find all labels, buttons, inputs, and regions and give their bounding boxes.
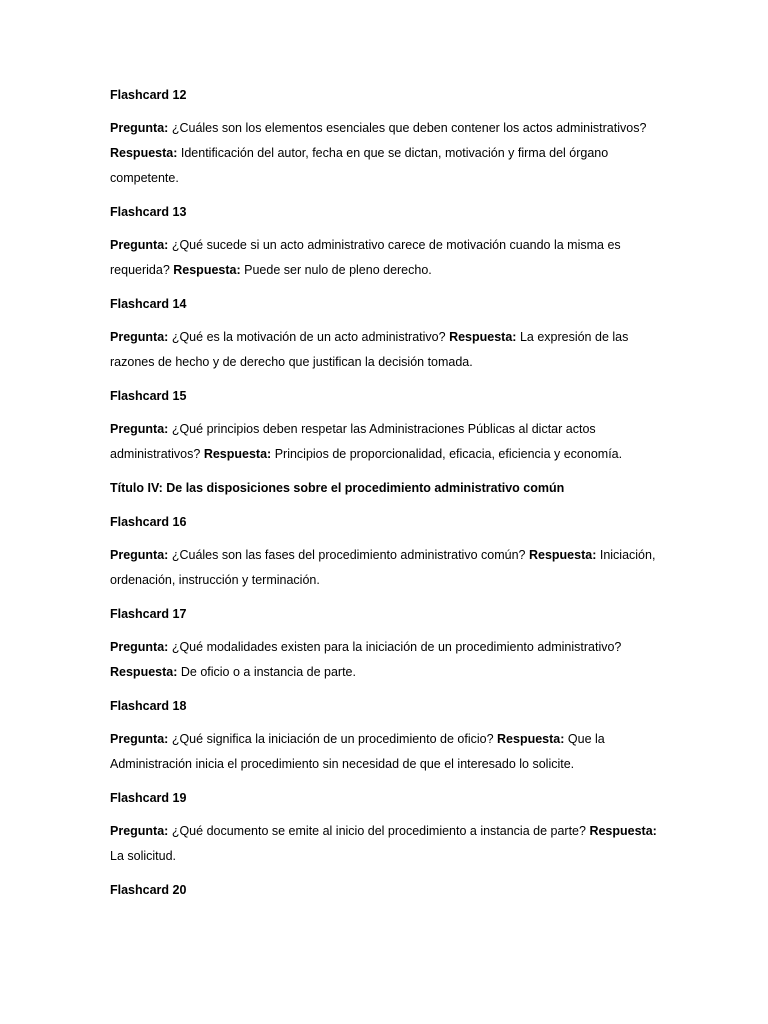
answer-text: Principios de proporcionalidad, eficacia, eficiencia y economía. [274, 447, 623, 461]
document-body [110, 86, 658, 915]
answer-text: Iniciación, ordenación, instrucción y terminación. [110, 548, 656, 587]
answer-text: De oficio o a instancia de parte. [180, 665, 356, 679]
question-text: ¿Qué modalidades existen para la iniciación de un procedimiento administrativo? [171, 640, 622, 654]
question-text: ¿Cuáles son los elementos esenciales que deben contener los actos administrativos? [171, 121, 647, 135]
answer-text: Que la Administración inicia el procedimiento sin necesidad de que el interesado lo solicite. [110, 732, 605, 771]
flashcard-qa [110, 417, 658, 467]
section-heading: Flashcard 14 [110, 297, 187, 311]
section-heading: Flashcard 15 [110, 389, 187, 403]
question-text: ¿Qué principios deben respetar las Administraciones Públicas al dictar actos administrativos? [110, 422, 596, 461]
section-heading: Título IV: De las disposiciones sobre el procedimiento administrativo común [110, 481, 565, 495]
answer-label: Respuesta: [449, 330, 517, 344]
question-label: Pregunta: [110, 238, 169, 252]
flashcard-qa [110, 325, 658, 375]
answer-text: La solicitud. [110, 849, 177, 863]
answer-label: Respuesta: [589, 824, 657, 838]
flashcard-qa [110, 543, 658, 593]
question-label: Pregunta: [110, 330, 169, 344]
question-text: ¿Qué es la motivación de un acto administrativo? [171, 330, 446, 344]
flashcard-qa [110, 819, 658, 869]
flashcard-qa [110, 233, 658, 283]
section-heading: Flashcard 19 [110, 791, 187, 805]
section-heading: Flashcard 13 [110, 205, 187, 219]
section-heading: Flashcard 20 [110, 883, 187, 897]
question-text: ¿Qué documento se emite al inicio del procedimiento a instancia de parte? [171, 824, 586, 838]
answer-label: Respuesta: [110, 146, 178, 160]
question-text: ¿Qué sucede si un acto administrativo carece de motivación cuando la misma es requerida? [110, 238, 621, 277]
question-label: Pregunta: [110, 732, 169, 746]
question-label: Pregunta: [110, 640, 169, 654]
answer-text: Identificación del autor, fecha en que se dictan, motivación y firma del órgano competente. [110, 146, 609, 185]
answer-label: Respuesta: [173, 263, 241, 277]
answer-text: La expresión de las razones de hecho y de derecho que justifican la decisión tomada. [110, 330, 629, 369]
answer-label: Respuesta: [528, 548, 597, 562]
question-text: ¿Cuáles son las fases del procedimiento administrativo común? [171, 548, 526, 562]
question-text: ¿Qué significa la iniciación de un procedimiento de oficio? [171, 732, 494, 746]
flashcard-qa [110, 116, 658, 191]
answer-label: Respuesta: [110, 665, 178, 679]
answer-label: Respuesta: [497, 732, 565, 746]
question-label: Pregunta: [110, 824, 169, 838]
answer-label: Respuesta: [203, 447, 272, 461]
flashcard-qa [110, 727, 658, 777]
flashcard-qa [110, 635, 658, 685]
section-heading: Flashcard 12 [110, 88, 187, 102]
answer-text: Puede ser nulo de pleno derecho. [244, 263, 432, 277]
question-label: Pregunta: [110, 121, 169, 135]
section-heading: Flashcard 17 [110, 607, 187, 621]
section-heading: Flashcard 18 [110, 699, 187, 713]
question-label: Pregunta: [110, 548, 169, 562]
question-label: Pregunta: [110, 422, 169, 436]
section-heading: Flashcard 16 [110, 515, 187, 529]
